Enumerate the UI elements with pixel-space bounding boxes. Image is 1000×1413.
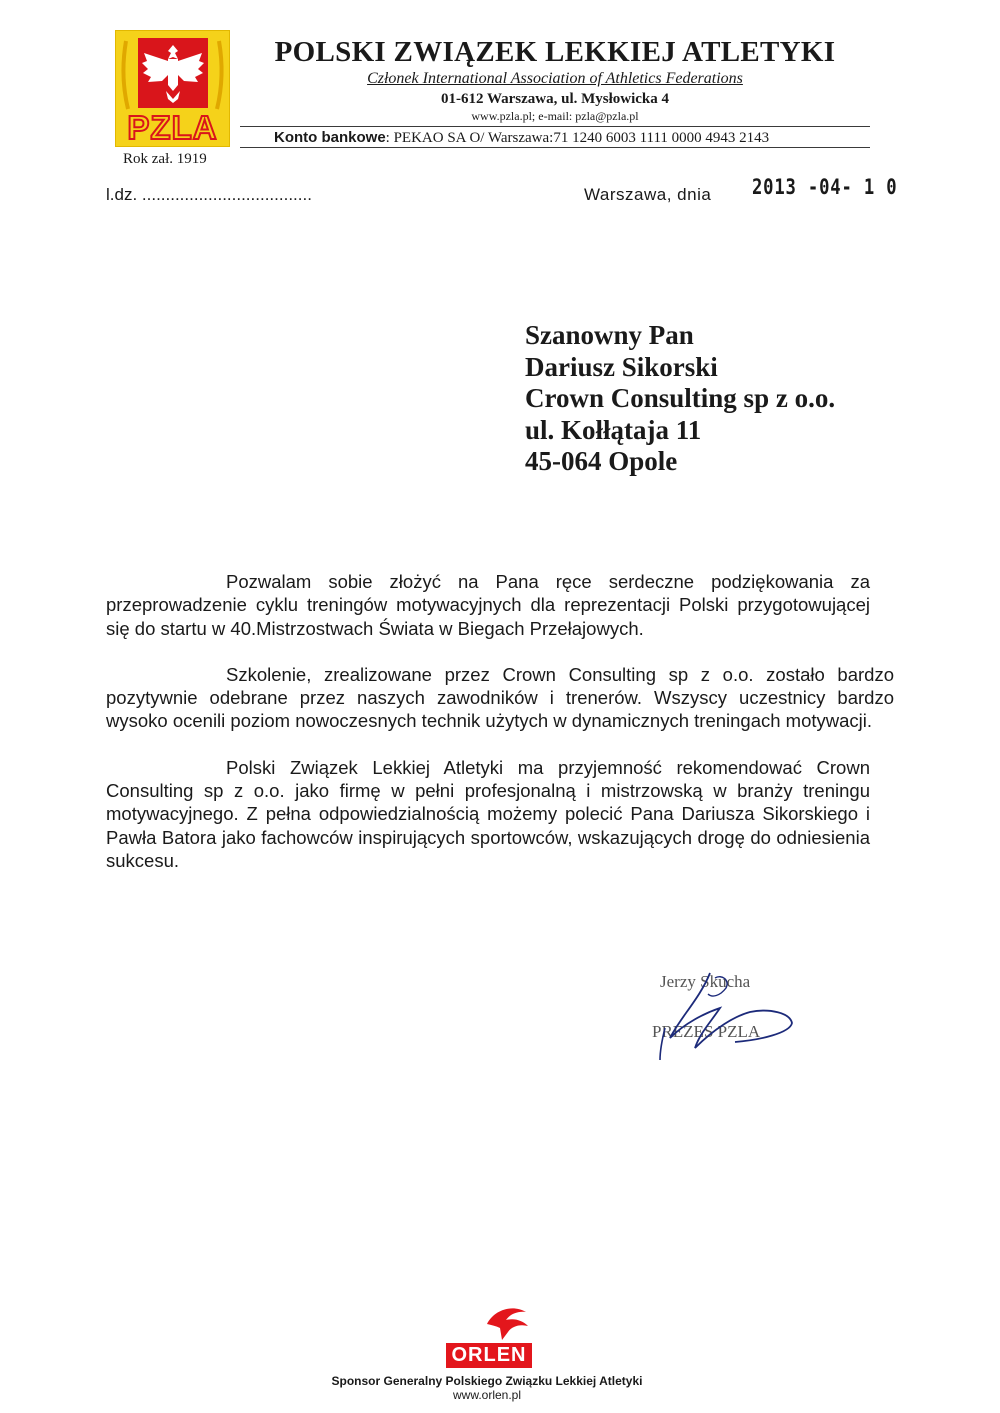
organization-membership: Członek International Association of Athletics Federations — [367, 70, 743, 87]
organization-contact: www.pzla.pl; e-mail: pzla@pzla.pl — [471, 109, 639, 123]
letter-body — [106, 570, 894, 895]
organization-name: POLSKI ZWIĄZEK LEKKIEJ ATLETYKI — [274, 36, 836, 68]
body-paragraph: Pozwalam sobie złożyć na Pana ręce serdeczne podziękowania za przeprowadzenie cyklu treningów motywacyjnych dla reprezentacji Polski przygotowującej się do startu w 40.Mistrzostwach Świata w Biegach Przełajowych. — [106, 571, 870, 639]
bank-account-value: : PEKAO SA O/ Warszawa:71 1240 6003 1111 0000 4943 2143 — [385, 130, 770, 146]
addressee-salutation: Szanowny Pan — [525, 320, 694, 350]
addressee-street: ul. Kołłątaja 11 — [525, 414, 702, 445]
addressee-name: Dariusz Sikorski — [525, 351, 718, 382]
bank-account-label: Konto bankowe — [274, 129, 386, 146]
signatory-name: Jerzy Skucha — [660, 972, 751, 991]
reference-number: l.dz. .................................... — [106, 185, 312, 204]
place-date-label: Warszawa, dnia — [584, 185, 712, 204]
addressee-city: 45-064 Opole — [525, 446, 678, 476]
sponsor-website: www.orlen.pl — [452, 1388, 522, 1402]
handwritten-signature-icon — [640, 968, 820, 1063]
header-divider-bottom — [240, 147, 870, 148]
orlen-eagle-icon — [482, 1302, 532, 1342]
sponsor-text: Sponsor Generalny Polskiego Związku Lekkiej Atletyki — [331, 1374, 643, 1388]
body-paragraph: Szkolenie, zrealizowane przez Crown Consulting sp z o.o. zostało bardzo pozytywnie odebrane przez naszych zawodników i trenerów. Wszyscy uczestnicy bardzo wysoko ocenili poziom nowoczesnych technik użytych w dynamicznych treningach motywacji. — [106, 663, 894, 732]
addressee-company: Crown Consulting sp z o.o. — [525, 383, 836, 413]
bank-account — [274, 129, 769, 147]
date-stamp: 2013 -04- 1 0 — [752, 175, 898, 199]
orlen-logo: ORLEN — [446, 1343, 532, 1368]
addressee-block — [525, 320, 835, 478]
logo-text: PZLA — [127, 109, 218, 146]
organization-address: 01-612 Warszawa, ul. Mysłowicka 4 — [440, 91, 670, 107]
pzla-logo — [115, 30, 230, 147]
founded-year: Rok zał. 1919 — [123, 151, 207, 167]
body-paragraph: Polski Związek Lekkiej Atletyki ma przyjemność rekomendować Crown Consulting sp z o.o. jako firmę w pełni profesjonalną i mistrzowską w branży treningu motywacyjnego. Z pełna odpowiedzialnością możemy polecić Pana Dariusza Sikorskiego i Pawła Batora jako fachowców inspirujących sportowców, wskazujących drogę do odniesienia sukcesu. — [106, 756, 870, 871]
signatory-title: PREZES PZLA — [652, 1022, 761, 1041]
header-divider — [240, 126, 870, 127]
